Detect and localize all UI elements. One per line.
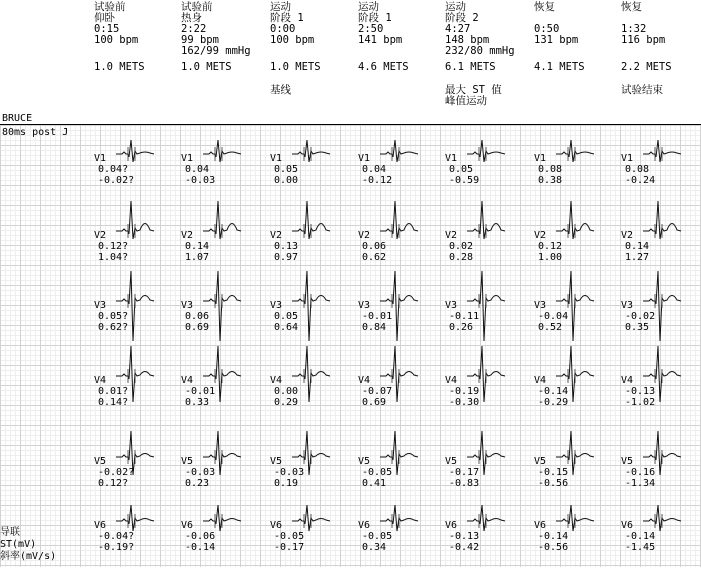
lead-label: V2 xyxy=(358,230,371,241)
lead-label: V5 xyxy=(534,456,547,467)
header-hr: 131 bpm xyxy=(534,34,579,46)
st-value: -0.11 xyxy=(449,311,480,322)
lead-cell xyxy=(534,296,620,366)
slope-value: -1.45 xyxy=(625,542,656,553)
header-sub: 热身 xyxy=(181,12,202,24)
slope-value: -0.24 xyxy=(625,175,656,186)
lead-cell xyxy=(181,149,267,219)
slope-value: -0.02? xyxy=(98,175,135,186)
lead-label: V2 xyxy=(445,230,458,241)
header-bp xyxy=(621,46,701,57)
st-value: 0.05? xyxy=(98,311,129,322)
header-time: 0:00 xyxy=(270,23,296,35)
header-bp xyxy=(270,46,350,57)
header-hr: 116 bpm xyxy=(621,34,666,46)
lead-cell xyxy=(94,452,180,522)
lead-label: V1 xyxy=(358,153,371,164)
st-value: 0.00 xyxy=(274,386,299,397)
lead-label: V4 xyxy=(534,375,547,386)
lead-cell xyxy=(94,226,180,296)
lead-label: V6 xyxy=(181,520,194,531)
lead-label: V4 xyxy=(270,375,283,386)
st-value: -0.01 xyxy=(185,386,216,397)
st-value: 0.08 xyxy=(538,164,563,175)
lead-label: V4 xyxy=(445,375,458,386)
lead-label: V3 xyxy=(181,300,194,311)
lead-cell xyxy=(445,452,531,522)
slope-value: -0.56 xyxy=(538,478,569,489)
header-bp: 162/99 mmHg xyxy=(181,45,251,57)
slope-value: 0.12? xyxy=(98,478,129,489)
slope-value: -0.29 xyxy=(538,397,569,408)
header-hr: 148 bpm xyxy=(445,34,490,46)
header-sub: 阶段 1 xyxy=(358,12,392,24)
header-hr: 100 bpm xyxy=(94,34,139,46)
lead-cell xyxy=(270,149,356,219)
header-time: 2:22 xyxy=(181,23,207,35)
st-value: 0.05 xyxy=(274,311,299,322)
lead-cell xyxy=(445,371,531,441)
slope-value: -0.59 xyxy=(449,175,480,186)
lead-cell xyxy=(445,226,531,296)
lead-cell xyxy=(445,149,531,219)
lead-label: V5 xyxy=(445,456,458,467)
st-value: 0.02 xyxy=(449,241,474,252)
st-value: -0.02? xyxy=(98,467,135,478)
st-value: -0.05 xyxy=(362,467,393,478)
header-time: 0:50 xyxy=(534,23,560,35)
header-stage: 试验前 xyxy=(181,1,213,13)
st-value: 0.04? xyxy=(98,164,129,175)
st-value: -0.01 xyxy=(362,311,393,322)
st-value: -0.14 xyxy=(538,386,569,397)
lead-label: V2 xyxy=(534,230,547,241)
header-time: 0:15 xyxy=(94,23,120,35)
slope-value: 0.69 xyxy=(185,322,210,333)
lead-cell xyxy=(270,226,356,296)
lead-cell xyxy=(94,516,180,586)
lead-cell xyxy=(181,226,267,296)
slope-value: 0.38 xyxy=(538,175,563,186)
header-mets: 1.0 METS xyxy=(181,61,232,73)
lead-cell xyxy=(270,516,356,586)
lead-cell xyxy=(94,149,180,219)
st-value: -0.19 xyxy=(449,386,480,397)
st-value: 0.04 xyxy=(185,164,210,175)
lead-label: V3 xyxy=(445,300,458,311)
st-value: -0.14 xyxy=(538,531,569,542)
lead-cell xyxy=(358,516,444,586)
header-bp: 232/80 mmHg xyxy=(445,45,515,57)
lead-cell xyxy=(358,226,444,296)
lead-label: V6 xyxy=(94,520,107,531)
stage-header xyxy=(270,1,350,96)
slope-value: 1.27 xyxy=(625,252,650,263)
lead-label: V3 xyxy=(358,300,371,311)
legend-lead: 导联 xyxy=(0,527,20,538)
st-value: -0.05 xyxy=(274,531,305,542)
stage-header xyxy=(445,1,525,107)
st-value: -0.04? xyxy=(98,531,135,542)
lead-cell xyxy=(534,149,620,219)
header-note: 试验结束 xyxy=(621,84,663,96)
lead-label: V4 xyxy=(621,375,634,386)
lead-label: V1 xyxy=(621,153,634,164)
lead-cell xyxy=(621,296,701,366)
st-value: -0.07 xyxy=(362,386,393,397)
header-stage: 运动 xyxy=(270,1,291,13)
slope-value: -0.03 xyxy=(185,175,216,186)
lead-label: V2 xyxy=(181,230,194,241)
lead-label: V1 xyxy=(94,153,107,164)
lead-cell xyxy=(358,371,444,441)
lead-label: V3 xyxy=(94,300,107,311)
slope-value: -0.17 xyxy=(274,542,305,553)
lead-cell xyxy=(94,371,180,441)
slope-value: 0.19 xyxy=(274,478,299,489)
st-value: -0.15 xyxy=(538,467,569,478)
stage-header xyxy=(358,1,438,73)
st-value: 0.14 xyxy=(185,241,210,252)
lead-label: V5 xyxy=(181,456,194,467)
st-value: 0.06 xyxy=(362,241,387,252)
header-stage: 运动 xyxy=(358,1,379,13)
st-value: -0.02 xyxy=(625,311,656,322)
st-value: -0.14 xyxy=(625,531,656,542)
lead-label: V1 xyxy=(445,153,458,164)
slope-value: 0.23 xyxy=(185,478,210,489)
stage-header xyxy=(534,1,614,73)
header-mets: 2.2 METS xyxy=(621,61,672,73)
header-time: 4:27 xyxy=(445,23,471,35)
header-stage: 运动 xyxy=(445,1,466,13)
header-sub: 阶段 2 xyxy=(445,12,479,24)
lead-label: V5 xyxy=(94,456,107,467)
header-mets: 4.6 METS xyxy=(358,61,409,73)
header-mets: 6.1 METS xyxy=(445,61,496,73)
header-stage: 恢复 xyxy=(621,1,642,13)
lead-label: V5 xyxy=(358,456,371,467)
slope-value: 0.28 xyxy=(449,252,474,263)
slope-value: -0.56 xyxy=(538,542,569,553)
slope-value: 0.69 xyxy=(362,397,387,408)
header-time: 2:50 xyxy=(358,23,384,35)
st-value: -0.17 xyxy=(449,467,480,478)
lead-label: V1 xyxy=(534,153,547,164)
stage-header xyxy=(94,1,174,73)
slope-value: 1.04? xyxy=(98,252,129,263)
lead-cell xyxy=(621,371,701,441)
lead-cell xyxy=(181,516,267,586)
lead-cell xyxy=(621,149,701,219)
slope-value: 0.14? xyxy=(98,397,129,408)
lead-label: V1 xyxy=(270,153,283,164)
measure-point-label: 80ms post J xyxy=(2,127,69,138)
header-mets: 1.0 METS xyxy=(94,61,145,73)
slope-value: 0.26 xyxy=(449,322,474,333)
lead-cell xyxy=(621,226,701,296)
st-value: 0.05 xyxy=(274,164,299,175)
stage-header xyxy=(621,1,701,96)
header-sub: 阶段 1 xyxy=(270,12,304,24)
st-value: 0.01? xyxy=(98,386,129,397)
lead-label: V6 xyxy=(270,520,283,531)
st-value: -0.16 xyxy=(625,467,656,478)
lead-label: V4 xyxy=(181,375,194,386)
st-value: -0.06 xyxy=(185,531,216,542)
lead-label: V5 xyxy=(270,456,283,467)
lead-label: V3 xyxy=(621,300,634,311)
slope-value: -0.14 xyxy=(185,542,216,553)
header-hr: 100 bpm xyxy=(270,34,315,46)
lead-label: V6 xyxy=(358,520,371,531)
lead-cell xyxy=(621,452,701,522)
slope-value: 0.97 xyxy=(274,252,299,263)
header-mets: 1.0 METS xyxy=(270,61,321,73)
slope-value: 0.52 xyxy=(538,322,563,333)
lead-label: V6 xyxy=(534,520,547,531)
lead-label: V3 xyxy=(534,300,547,311)
slope-value: -0.83 xyxy=(449,478,480,489)
lead-cell xyxy=(358,452,444,522)
lead-label: V6 xyxy=(621,520,634,531)
lead-cell xyxy=(181,452,267,522)
protocol-label: BRUCE xyxy=(2,113,33,124)
header-mets: 4.1 METS xyxy=(534,61,585,73)
slope-value: 0.34 xyxy=(362,542,387,553)
lead-label: V1 xyxy=(181,153,194,164)
lead-label: V2 xyxy=(270,230,283,241)
st-value: -0.04 xyxy=(538,311,569,322)
legend-slope: 斜率(mV/s) xyxy=(0,551,57,562)
lead-cell xyxy=(445,296,531,366)
lead-label: V6 xyxy=(445,520,458,531)
lead-label: V2 xyxy=(621,230,634,241)
lead-cell xyxy=(358,296,444,366)
slope-value: 0.84 xyxy=(362,322,387,333)
lead-cell xyxy=(534,516,620,586)
lead-cell xyxy=(534,226,620,296)
legend-st: ST(mV) xyxy=(0,539,37,550)
slope-value: 0.00 xyxy=(274,175,299,186)
st-value: 0.08 xyxy=(625,164,650,175)
header-note: 最大 ST 值 峰值运动 xyxy=(445,84,502,107)
header-separator xyxy=(0,124,701,125)
slope-value: -1.34 xyxy=(625,478,656,489)
slope-value: -0.42 xyxy=(449,542,480,553)
lead-label: V3 xyxy=(270,300,283,311)
st-value: -0.03 xyxy=(185,467,216,478)
st-value: 0.05 xyxy=(449,164,474,175)
slope-value: 1.07 xyxy=(185,252,210,263)
slope-value: 0.62 xyxy=(362,252,387,263)
slope-value: 0.62? xyxy=(98,322,129,333)
lead-cell xyxy=(270,371,356,441)
header-hr: 141 bpm xyxy=(358,34,403,46)
lead-cell xyxy=(94,296,180,366)
lead-label: V4 xyxy=(94,375,107,386)
header-bp xyxy=(534,46,614,57)
slope-value: -0.12 xyxy=(362,175,393,186)
st-value: 0.13 xyxy=(274,241,299,252)
header-stage: 试验前 xyxy=(94,1,126,13)
header-note: 基线 xyxy=(270,84,291,96)
st-value: 0.04 xyxy=(362,164,387,175)
slope-value: -1.02 xyxy=(625,397,656,408)
lead-cell xyxy=(270,296,356,366)
st-value: -0.03 xyxy=(274,467,305,478)
st-value: 0.06 xyxy=(185,311,210,322)
st-value: 0.14 xyxy=(625,241,650,252)
slope-value: -0.19? xyxy=(98,542,135,553)
lead-cell xyxy=(445,516,531,586)
header-bp xyxy=(94,46,174,57)
lead-cell xyxy=(358,149,444,219)
lead-label: V2 xyxy=(94,230,107,241)
st-value: -0.05 xyxy=(362,531,393,542)
lead-label: V5 xyxy=(621,456,634,467)
row-legend xyxy=(0,527,56,563)
slope-value: 0.29 xyxy=(274,397,299,408)
slope-value: 0.35 xyxy=(625,322,650,333)
slope-value: 0.41 xyxy=(362,478,387,489)
header-stage: 恢复 xyxy=(534,1,555,13)
lead-cell xyxy=(181,296,267,366)
header-bp xyxy=(358,46,438,57)
slope-value: 1.00 xyxy=(538,252,563,263)
st-value: 0.12 xyxy=(538,241,563,252)
stage-header xyxy=(181,1,261,73)
lead-label: V4 xyxy=(358,375,371,386)
st-value: 0.12? xyxy=(98,241,129,252)
lead-cell xyxy=(181,371,267,441)
slope-value: 0.33 xyxy=(185,397,210,408)
lead-cell xyxy=(534,452,620,522)
lead-cell xyxy=(621,516,701,586)
slope-value: -0.30 xyxy=(449,397,480,408)
lead-cell xyxy=(270,452,356,522)
header-sub: 仰卧 xyxy=(94,12,115,24)
lead-cell xyxy=(534,371,620,441)
st-value: -0.13 xyxy=(449,531,480,542)
header-time: 1:32 xyxy=(621,23,647,35)
slope-value: 0.64 xyxy=(274,322,299,333)
header-hr: 99 bpm xyxy=(181,34,219,46)
st-value: -0.13 xyxy=(625,386,656,397)
